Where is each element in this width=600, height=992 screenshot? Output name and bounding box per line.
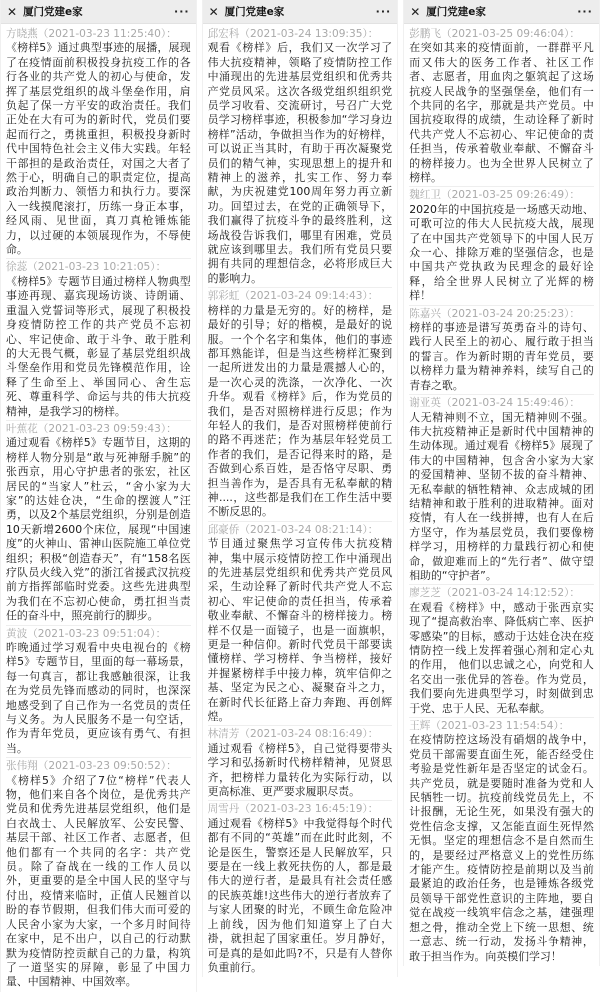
comment-item <box>6 260 191 420</box>
comment-item <box>208 523 393 727</box>
comment-text: 通过观看《榜样5》中我觉得每个时代都有不同的“英雄”而在此时此刻，不论是医生，警察还是人民解放军，只要是在一线上救死扶伤的人，都是最伟大的逆行者，是最具有社会责任感的民族英雄!这些伟大的逆行者放弃了与家人团聚的时光，不顾生命危险冲上前线，因为他们知道穿上了白大褂，就担起了国家重任。岁月静好，可是真的是如此吗?不，只是有人替你负重前行。 <box>207 816 393 974</box>
comment-item <box>409 586 594 718</box>
comment-time: （ 2021-03-23 09:50:52 ）： <box>38 760 177 772</box>
app-title: 厦门党建e家 <box>23 6 83 18</box>
comment-meta <box>208 289 393 303</box>
comment-item <box>409 396 594 585</box>
comment-time: （ 2021-03-24 13:09:35 ）： <box>239 28 378 40</box>
comment-meta <box>409 188 594 202</box>
comment-item <box>6 27 191 259</box>
comment-meta <box>6 627 191 641</box>
comment-item <box>409 307 594 395</box>
comment-author: 王辉 <box>409 720 431 733</box>
close-icon[interactable]: ✕ <box>7 4 18 19</box>
comment-time: （ 2021-03-25 09:46:04 ）： <box>441 28 580 40</box>
comment-text: 《榜样5》专题节目通过榜样人物典型事迹再现、嘉宾现场访谈、诗朗诵、重温入党誓词等形式，展现了积极投身疫情防控工作的共产党员不忘初心、牢记使命、敢于斗争、敢于胜利的大无畏气概，彰显了基层党组织战斗堡垒作用和党员先锋模范作用，诠释了生命至上、举国同心、舍生忘死、尊重科学、命运与共的伟大抗疫精神，是我学习的榜样。 <box>6 274 191 418</box>
app-header <box>203 0 398 24</box>
comment-author: 叶蕉花 <box>6 422 38 435</box>
comment-meta <box>208 523 393 537</box>
comment-time: （ 2021-03-24 09:14:43 ）： <box>239 290 378 302</box>
comment-meta <box>6 260 191 274</box>
comment-meta <box>409 586 594 600</box>
more-icon[interactable]: ··· <box>577 5 593 18</box>
comment-text: 《榜样5》介绍了7位“榜样”代表人物，他们来自各个岗位，是优秀共产党员和优秀先进基层党组织，他们是白衣战士、人民解放军、公安民警、基层干部、社区工作者、志愿者，但他们都有一个共同的名字：共产党员。除了奋战在一线的工作人员以外，更重要的是全中国人民的坚守与付出，疫情来临时，正值人民翘首以盼的春节假期，但我们伟大而可爱的人民舍小家为大家，一个多月时间待在家中，足不出户，以自己的行动默默为疫情防控贡献自己的力量，构筑了一道坚实的屏障，彰显了中国力量、中国精神、中国效率。 <box>6 773 191 989</box>
comment-time: （ 2021-03-24 14:12:52 ）： <box>441 587 580 599</box>
comment-item <box>409 188 594 305</box>
comment-list[interactable] <box>1 24 196 991</box>
comment-meta <box>6 27 191 41</box>
comment-meta <box>409 396 594 410</box>
comment-meta <box>208 802 393 816</box>
comment-time: （ 2021-03-24 15:49:46 ）： <box>441 397 580 409</box>
comment-item <box>6 422 191 626</box>
comment-item <box>409 27 594 187</box>
comment-time: （ 2021-03-25 09:26:49 ）： <box>441 189 580 201</box>
app-header <box>1 0 196 24</box>
comment-author: 徐蕊 <box>6 261 28 274</box>
comment-time: （ 2021-03-23 16:45:19 ）： <box>239 803 378 815</box>
comment-item <box>208 727 393 801</box>
comment-meta <box>6 759 191 773</box>
comment-text: 通过观看《榜样5》专题节目，这期的榜样人物分别是“敢与死神掰手腕”的张西京，用心守护患者的张宏，社区居民的“当家人”杜云，“舍小家为大家”的达娃仓决，“生命的摆渡人”汪勇，以及2个基层党组织，分别是创造10天新增2600个床位，展现“中国速度”的火神山、雷神山医院施工单位党组织；积极“创造春天”，有“158名医疗队员火线入党”的浙江省援武汉抗疫前方指挥部临时党委。这些先进典型为我们在不忘初心使命，勇扛担当责任的奋斗中，照亮前行的脚步。 <box>6 436 191 623</box>
comment-meta <box>409 307 594 321</box>
comment-text: 2020年的中国抗疫是一场感天动地、可歌可泣的伟大人民抗疫大战，展现了在中国共产党领导下的中国人民万众一心、排除万难的坚强信念，也是中国共产党执政为民理念的最好诠释，给全世界人民树立了光辉的榜样！ <box>409 202 594 303</box>
comment-text: 节目通过聚焦学习宣传伟大抗疫精神，集中展示疫情防控工作中涌现出的先进基层党组织和优秀共产党员风采，生动诠释了新时代共产党人不忘初心、牢记使命的责任担当，传承着敬业奉献、不懈奋斗的榜样接力。榜样不仅是一面镜子，也是一面旗帜，更是一种信仰。新时代党员干部要读懂榜样、学习榜样、争当榜样，接好并握紧榜样手中接力棒，筑牢信仰之基、坚定为民之心、凝聚奋斗之力，在新时代长征路上奋力奔跑、再创辉煌。 <box>207 537 393 724</box>
comment-author: 黄波 <box>6 627 28 640</box>
comment-time: （ 2021-03-24 20:25:23 ）： <box>441 308 580 320</box>
comment-author: 郭彩虹 <box>207 290 240 303</box>
comment-author: 邱豪侨 <box>207 523 240 536</box>
comment-meta <box>208 727 393 741</box>
comment-time: （ 2021-03-23 11:25:40 ）： <box>38 28 177 40</box>
comment-time: （ 2021-03-23 11:54:54 ）： <box>430 720 569 732</box>
comment-item <box>6 627 191 759</box>
comment-time: （ 2021-03-24 08:16:49 ）： <box>239 728 378 740</box>
comment-author: 林清芳 <box>207 728 240 741</box>
more-icon[interactable]: ··· <box>375 5 392 18</box>
comment-time: （ 2021-03-24 08:21:14 ）： <box>239 524 378 536</box>
comment-item <box>208 27 393 288</box>
comment-author: 谢亚英 <box>409 397 441 410</box>
comment-author: 陈嘉兴 <box>409 307 441 320</box>
comment-text: 《榜样5》通过典型事迹的展播，展现了在疫情面前积极投身抗疫工作的各行各业的共产党人的初心与使命，发挥了基层党组织的战斗堡垒作用，肩负起了保一方平安的政治责任。我们正处在大有可为的新时代，党员们要起而行之，勇挑重担，积极投身新时代中国特色社会主义伟大实践。年轻干部担的是政治责任，对国之大者了然于心，明确自己的职责定位，提高政治判断力、领悟力和执行力。要深入一线摸爬滚打，历练一身正本事，经风雨、见世面，真刀真枪锤炼能力，以过硬的本领展现作为，不辱使命。 <box>6 41 191 257</box>
comment-item <box>208 802 393 976</box>
app-title: 厦门党建e家 <box>426 6 486 18</box>
comment-author: 廖芝芝 <box>409 587 441 600</box>
comment-time: （ 2021-03-23 09:59:43 ）： <box>38 423 177 435</box>
comment-author: 魏红卫 <box>409 189 441 202</box>
comment-author: 周雪丹 <box>207 803 240 816</box>
comment-item <box>208 289 393 521</box>
comment-time: （ 2021-03-23 09:51:04 ）： <box>27 628 166 640</box>
comment-item <box>6 759 191 990</box>
comment-list[interactable] <box>404 24 599 965</box>
comment-meta <box>409 719 594 733</box>
comment-list[interactable] <box>203 24 398 976</box>
comment-item <box>409 719 594 965</box>
comment-author: 彭鹏飞 <box>409 28 441 40</box>
comment-text: 昨晚通过学习观看中央电视台的《榜样5》专题节目，里面的每一幕场景，每一句真言，都让我感触很深，让我在为党员先锋而感动的同时，也深深地感受到了自己作为一名党员的责任与义务。为人民服务不是一句空话，作为青年党员，更应该有勇气、有担当。 <box>6 641 191 755</box>
comment-panel <box>202 0 399 977</box>
more-icon[interactable]: ··· <box>174 5 190 18</box>
comment-text: 在突如其来的疫情面前，一群群平凡而又伟大的医务工作者、社区工作者、志愿者，用血肉之躯筑起了这场抗疫人民战争的坚强堡垒，他们有一个共同的名字，那就是共产党员。中国抗疫取得的成绩，生动诠释了新时代共产党人不忘初心、牢记使命的责任担当，传承着敬业奉献、不懈奋斗的榜样接力。也为全世界人民树立了榜样。 <box>409 41 594 185</box>
comment-meta <box>208 27 393 41</box>
comment-text: 人无精神则不立，国无精神则不强。伟大抗疫精神正是新时代中国精神的生动体现。通过观看《榜样5》展现了伟大的中国精神，包含舍小家为大家的爱国精神、坚韧不拔的奋斗精神、无私奉献的牺牲精神、众志成城的团结精神和敢于胜利的进取精神。面对疫情，有人在一线拼搏，也有人在后方坚守，作为基层党员，我们要像榜样学习，用榜样的力量践行初心和使命，做迎难而上的“先行者”、做守望相助的“守护者”。 <box>409 410 594 582</box>
comment-text: 榜样的事迹是谱写英勇奋斗的诗句、践行人民至上的初心、履行敢于担当的誓言。作为新时期的青年党员，要以榜样力量为精神养料，续写自己的青春之歌。 <box>409 321 594 392</box>
comment-time: （ 2021-03-23 10:21:05 ）： <box>27 261 166 273</box>
comment-panel <box>0 0 197 992</box>
comment-meta <box>6 422 191 436</box>
comment-text: 通过观看《榜样5》，自己觉得要带头学习和弘扬新时代榜样精神，见贤思齐，把榜样力量转化为实际行动，以更高标准、更严要求履职尽责。 <box>207 741 393 799</box>
app-header <box>404 0 599 24</box>
close-icon[interactable]: ✕ <box>208 4 219 19</box>
app-title: 厦门党建e家 <box>224 6 285 18</box>
close-icon[interactable]: ✕ <box>410 4 421 19</box>
comment-meta <box>409 27 594 41</box>
comment-text: 在疫情防控这场没有硝烟的战争中，党员干部需要直面生死，能否经受住考验是党性新年是否坚定的试金石。共产党员，就是要随时准备为党和人民牺牲一切。抗疫前线党员先上，不计报酬，无论生死，如果没有强大的党性信念支撑，又怎能直面生死悍然无惧。坚定的理想信念不是自然而生的，是要经过严格意义上的党性历练才能产生。疫情防控是前期以及当前最紧迫的政治任务，也是锤炼各级党员领导干部党性意识的主阵地，要自觉在战疫一线筑牢信念之基，建强理想之骨，推动全党上下统一思想、统一意志、统一行动，发扬斗争精神，敢于担当作为。向英模们学习！ <box>409 733 594 963</box>
comment-author: 张伟翔 <box>6 760 38 773</box>
comment-text: 观看《榜样》后，我们又一次学习了伟大抗疫精神，领略了疫情防控工作中涌现出的先进基层党组织和优秀共产党员风采。这次各级党组织组织党员学习收看、交流研讨，号召广大党员学习榜样事迹，积极参加“学习身边榜样”活动，争做担当作为的好榜样，可以说正当其时，有助于再次凝聚党员们的精气神，实现思想上的提升和精神上的滋养，扎实工作、努力奉献，为庆祝建党100周年努力再立新功。回望过去，在党的正确领导下，我们赢得了抗疫斗争的最终胜利，这场战役告诉我们，哪里有困难，党员就应该到哪里去。我们所有党员只要拥有共同的理想信念，必将形成巨大的影响力。 <box>207 41 393 285</box>
comment-text: 在观看《榜样》中，感动于张西京实现了“提高救治率、降低病亡率、医护零感染”的目标，感动于达娃仓决在疫情防控一线上发挥着强心剂和定心丸的作用， 他们以忠诚之心，向党和人名交出一张优异的答卷。作为党员，我们要向先进典型学习，时刻做到忠于党、忠于人民、无私奉献。 <box>409 600 594 715</box>
comment-author: 邱宏科 <box>207 28 240 40</box>
comment-panel <box>403 0 600 966</box>
comment-author: 方晓燕 <box>6 28 38 40</box>
comment-text: 榜样的力量是无穷的。好的榜样，是最好的引导；好的楷模，是最好的说服。一个个名字和集体，他们的事迹都耳熟能详，但是当这些榜样汇聚到一起所迸发出的力量是震撼人心的，是一次心灵的洗涤，一次净化、一次升华。观看《榜样》后，作为党员的我们，是否对照榜样进行反思；作为年轻人的我们，是否对照榜样使前行的路不再迷茫；作为基层年轻党员工作者的我们，是否记得来时的路，是否做到心系百姓，是否恪守尽职、勇担当善作为，是否具有无私奉献的精神....，这些都是我们在工作生活中要不断反思的。 <box>207 303 393 519</box>
